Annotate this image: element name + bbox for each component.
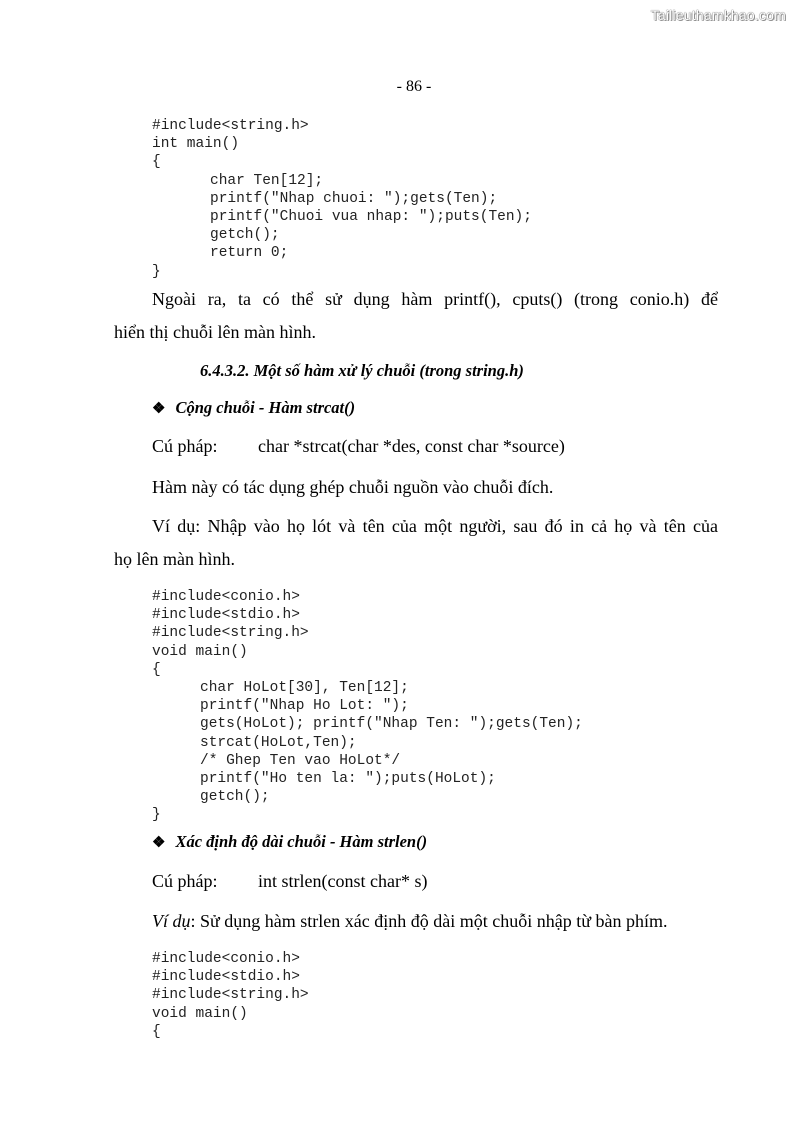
code-line: #include<string.h>	[152, 118, 309, 134]
strlen-syntax	[152, 871, 427, 892]
syntax-label: Cú pháp:	[152, 436, 218, 456]
code-line: int main()	[152, 136, 240, 153]
paragraph-line: hiển thị chuỗi lên màn hình.	[114, 322, 316, 342]
paragraph-line: Ngoài ra, ta có thể sử dụng hàm printf(), cputs() (trong conio.h) để	[152, 289, 718, 309]
syntax-value: char *strcat(char *des, const char *source)	[258, 436, 565, 456]
code-line: #include<conio.h>	[152, 951, 300, 967]
code-block-3	[152, 950, 309, 1041]
syntax-label: Cú pháp:	[152, 871, 218, 891]
code-block-1	[152, 117, 532, 281]
example-label: Ví dụ	[152, 911, 191, 931]
page-number: - 86 -	[396, 78, 432, 95]
code-line: getch();	[210, 227, 280, 244]
strcat-syntax	[152, 436, 565, 457]
code-line: {	[152, 1023, 161, 1040]
section-heading: 6.4.3.2. Một số hàm xử lý chuỗi (trong string.h)	[200, 361, 524, 380]
code-line: {	[152, 661, 161, 678]
code-line: printf("Chuoi vua nhap: ");puts(Ten);	[210, 209, 532, 226]
code-line: #include<string.h>	[152, 625, 309, 642]
code-line: void main()	[152, 1005, 248, 1022]
diamond-bullet-icon: ❖	[152, 835, 166, 851]
paragraph-line: họ lên màn hình.	[114, 549, 235, 569]
diamond-bullet-icon: ❖	[152, 401, 166, 417]
strcat-example	[114, 510, 718, 576]
code-line: }	[152, 807, 161, 824]
code-line: printf("Nhap chuoi: ");gets(Ten);	[210, 190, 498, 207]
strcat-heading	[152, 398, 355, 418]
code-line: {	[152, 154, 161, 171]
paragraph-line: Ví dụ: Nhập vào họ lót và tên của một người, sau đó in cả họ và tên của	[152, 516, 718, 536]
watermark: Tailieuthamkhao.com	[650, 7, 786, 23]
strcat-heading-text: Cộng chuỗi - Hàm strcat()	[175, 398, 356, 417]
code-line: char Ten[12];	[210, 172, 324, 189]
code-line: void main()	[152, 643, 248, 660]
code-line: #include<stdio.h>	[152, 969, 300, 986]
strlen-heading	[152, 832, 427, 852]
strlen-heading-text: Xác định độ dài chuỗi - Hàm strlen()	[175, 832, 428, 851]
code-line: #include<stdio.h>	[152, 607, 300, 624]
code-line: }	[152, 263, 161, 280]
strlen-example	[152, 911, 667, 932]
example-text: : Sử dụng hàm strlen xác định độ dài một chuỗi nhập từ bàn phím.	[190, 911, 668, 931]
code-line: char HoLot[30], Ten[12];	[200, 680, 409, 697]
code-line: /* Ghep Ten vao HoLot*/	[200, 752, 401, 769]
code-line: strcat(HoLot,Ten);	[200, 734, 357, 751]
code-line: getch();	[200, 789, 270, 806]
code-line: #include<conio.h>	[152, 589, 300, 605]
strcat-description: Hàm này có tác dụng ghép chuỗi nguồn vào chuỗi đích.	[152, 477, 554, 497]
code-line: printf("Ho ten la: ");puts(HoLot);	[200, 771, 496, 788]
code-line: return 0;	[210, 245, 289, 262]
paragraph-output-functions	[114, 283, 718, 349]
syntax-value: int strlen(const char* s)	[258, 871, 428, 891]
code-line: printf("Nhap Ho Lot: ");	[200, 698, 409, 715]
code-line: #include<string.h>	[152, 987, 309, 1004]
code-block-2	[152, 588, 583, 825]
code-line: gets(HoLot); printf("Nhap Ten: ");gets(Ten);	[200, 716, 583, 733]
